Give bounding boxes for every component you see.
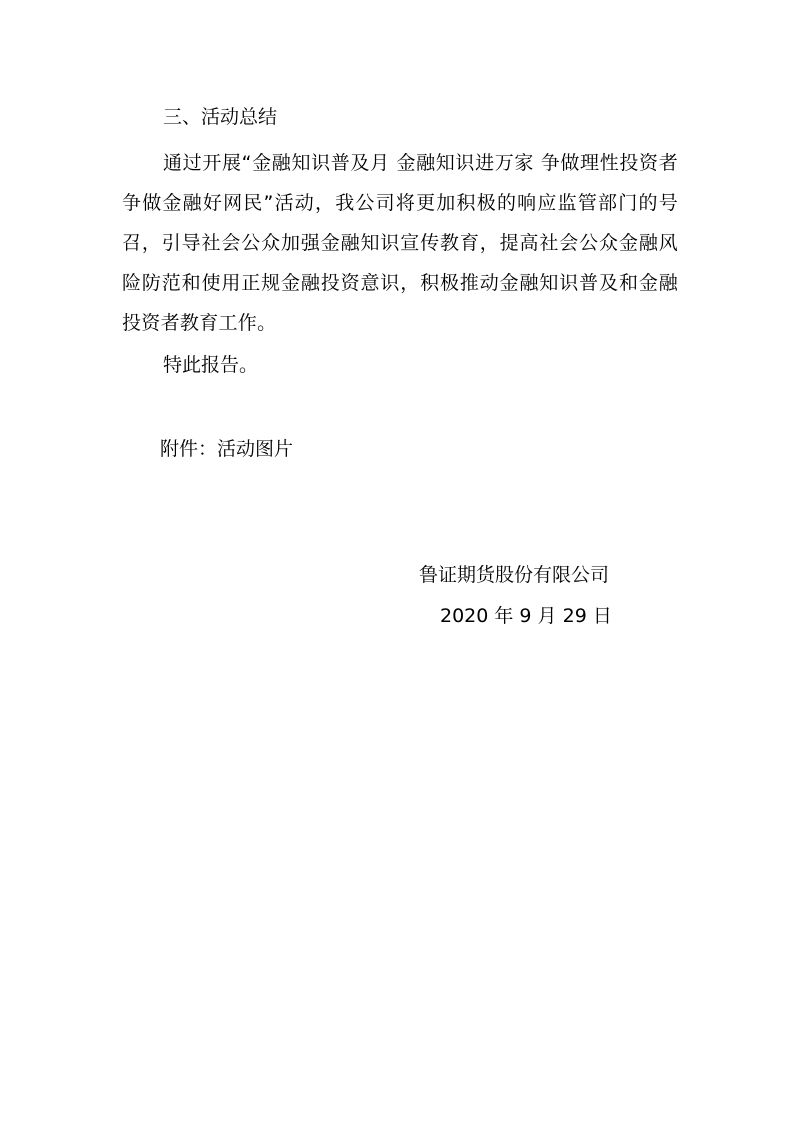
section-heading: 三、活动总结 — [163, 106, 278, 128]
signature-company: 鲁证期货股份有限公司 — [419, 564, 610, 586]
summary-paragraph: 通过开展“金融知识普及月 金融知识进万家 争做理性投资者 争做金融好网民”活动，我公司将更加积极的响应监管部门的号召，引导社会公众加强金融知识宣传教育，提高社会公众金融风险防范和使用正规金融投资意识，积极推动金融知识普及和金融投资者教育工作。 — [122, 152, 678, 334]
attachment-note: 附件：活动图片 — [160, 438, 294, 460]
closing-remark: 特此报告。 — [163, 354, 259, 376]
signature-date: 2020 年 9 月 29 日 — [440, 605, 612, 627]
